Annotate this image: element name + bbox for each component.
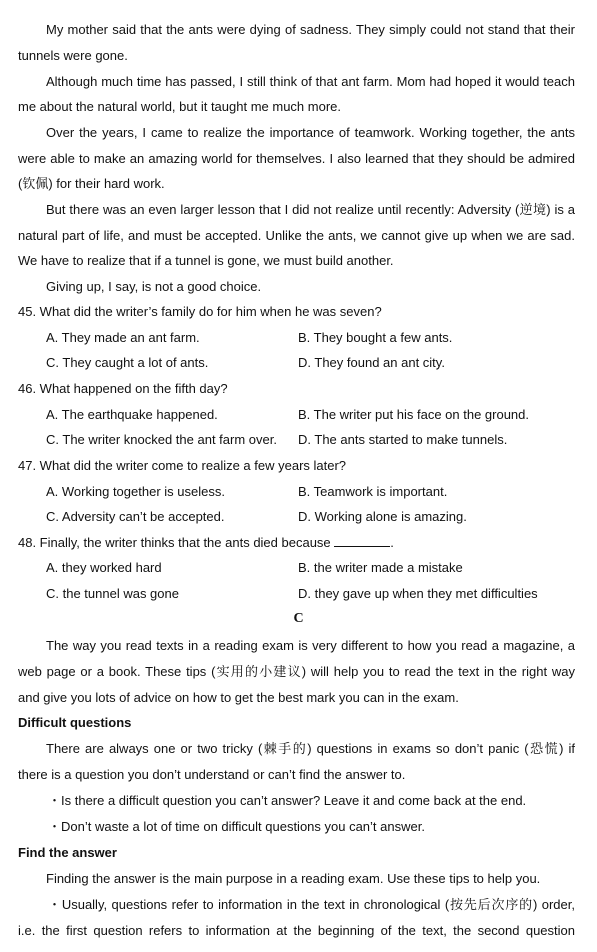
question-stem-end: .: [390, 535, 394, 550]
section-letter: C: [293, 611, 304, 626]
answer-option[interactable]: D. they gave up when they met difficulties: [298, 586, 538, 601]
bullet-item: ・Usually, questions refer to information in the text in chronological (按先后次序的) order,: [48, 897, 575, 912]
passage-line: me about the natural world, but it taught me much more.: [18, 99, 342, 114]
answer-option[interactable]: B. Teamwork is important.: [298, 484, 448, 499]
question-stem: 46. What happened on the fifth day?: [18, 381, 228, 396]
answer-option[interactable]: A. they worked hard: [46, 560, 162, 575]
answer-option[interactable]: C. Adversity can’t be accepted.: [46, 509, 225, 524]
bullet-item: ・Don’t waste a lot of time on difficult questions you can’t answer.: [48, 819, 425, 834]
passage-line: My mother said that the ants were dying of sadness. They simply could not stand that their: [46, 22, 575, 37]
answer-option[interactable]: A. Working together is useless.: [46, 484, 225, 499]
passage-line: Over the years, I came to realize the importance of teamwork. Working together, the ants: [46, 125, 575, 140]
passage-line: But there was an even larger lesson that I did not realize until recently: Adversity (逆境) is a: [46, 202, 575, 217]
passage-line: There are always one or two tricky (棘手的) questions in exams so don’t panic (恐慌) if: [46, 741, 575, 756]
bullet-item: ・Is there a difficult question you can’t answer? Leave it and come back at the end.: [48, 793, 527, 808]
question-stem: 47. What did the writer come to realize a few years later?: [18, 458, 347, 473]
question-stem: [18, 535, 575, 551]
passage-line: web page or a book. These tips (实用的小建议) will help you to read the text in the right way: [18, 664, 575, 679]
answer-option[interactable]: D. They found an ant city.: [298, 355, 445, 370]
passage-line: there is a question you don’t understand or can’t find the answer to.: [18, 767, 406, 782]
passage-line: natural part of life, and must be accepted. Unlike the ants, we cannot give up when we are sad.: [18, 228, 575, 243]
passage-line: were able to make an amazing world for themselves. I also learned that they should be admired: [18, 151, 575, 166]
answer-option[interactable]: A. The earthquake happened.: [46, 407, 218, 422]
answer-option[interactable]: A. They made an ant farm.: [46, 330, 200, 345]
answer-option[interactable]: B. the writer made a mistake: [298, 560, 463, 575]
answer-option[interactable]: C. the tunnel was gone: [46, 586, 179, 601]
answer-option[interactable]: B. They bought a few ants.: [298, 330, 453, 345]
answer-option[interactable]: D. Working alone is amazing.: [298, 509, 467, 524]
passage-line: and give you lots of advice on how to get the best mark you can in the exam.: [18, 690, 459, 705]
question-stem-text: 48. Finally, the writer thinks that the ants died because: [18, 535, 331, 550]
answer-option[interactable]: B. The writer put his face on the ground.: [298, 407, 530, 422]
passage-line: (钦佩) for their hard work.: [18, 176, 165, 191]
question-stem: 45. What did the writer’s family do for him when he was seven?: [18, 304, 382, 319]
answer-option[interactable]: C. They caught a lot of ants.: [46, 355, 209, 370]
passage-line: Giving up, I say, is not a good choice.: [46, 279, 262, 294]
answer-blank[interactable]: [334, 535, 390, 547]
passage-line: i.e. the first question refers to information at the beginning of the text, the second question: [18, 923, 575, 938]
section-heading: Find the answer: [18, 845, 117, 860]
passage-line: tunnels were gone.: [18, 48, 128, 63]
passage-line: We have to realize that if a tunnel is gone, we must build another.: [18, 253, 394, 268]
answer-option[interactable]: D. The ants started to make tunnels.: [298, 432, 508, 447]
section-heading: Difficult questions: [18, 715, 132, 730]
passage-line: Although much time has passed, I still think of that ant farm. Mom had hoped it would teach: [46, 74, 575, 89]
passage-line: The way you read texts in a reading exam is very different to how you read a magazine, a: [46, 638, 575, 653]
answer-option[interactable]: C. The writer knocked the ant farm over.: [46, 432, 277, 447]
passage-line: Finding the answer is the main purpose in a reading exam. Use these tips to help you.: [46, 871, 541, 886]
